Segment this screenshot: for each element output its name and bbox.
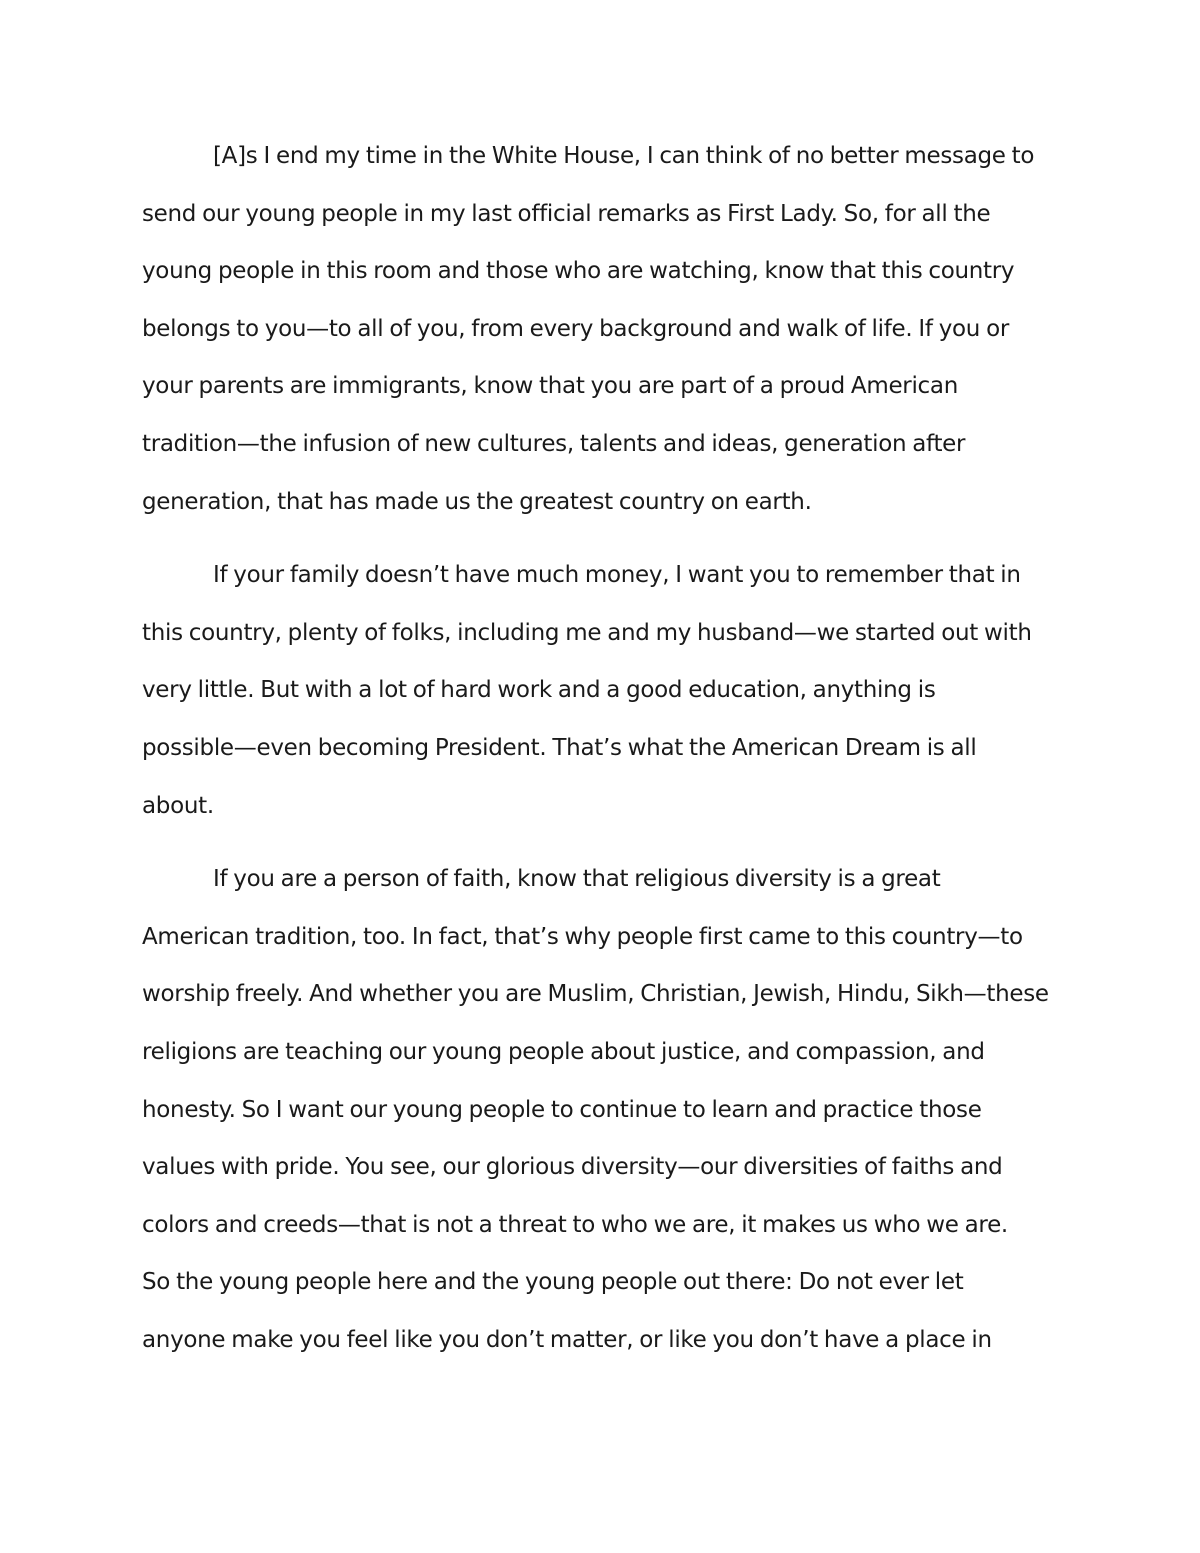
text-line: American tradition, too. In fact, that’s why people first came to this country—to [142,923,1023,950]
text-line: So the young people here and the young people out there: Do not ever let [142,1269,964,1296]
text-line: [A]s I end my time in the White House, I can think of no better message to [213,143,1035,169]
paragraph-3 [142,851,1060,1369]
text-line: If your family doesn’t have much money, I want you to remember that in [213,562,1021,589]
text-line: anyone make you feel like you don’t matter, or like you don’t have a place in [142,1326,992,1353]
paragraph-2 [142,547,1060,835]
text-line: belongs to you—to all of you, from every background and walk of life. If you or [142,315,1009,342]
text-line: tradition—the infusion of new cultures, talents and ideas, generation after [142,430,966,457]
text-line: generation, that has made us the greatest country on earth. [142,488,812,515]
paragraph-spacer [142,835,1060,851]
paragraph-spacer [142,531,1060,547]
document-body [142,128,1060,1369]
text-line: about. [142,792,214,819]
text-line: religions are teaching our young people about justice, and compassion, and [142,1038,985,1065]
text-line: possible—even becoming President. That’s what the American Dream is all [142,734,977,761]
text-line: very little. But with a lot of hard work and a good education, anything is [142,677,936,704]
text-line: values with pride. You see, our glorious diversity—our diversities of faiths and [142,1154,1003,1181]
text-line: send our young people in my last official remarks as First Lady. So, for all the [142,200,991,227]
paragraph-1 [142,128,1060,531]
text-line: this country, plenty of folks, including me and my husband—we started out with [142,619,1032,646]
text-line: young people in this room and those who are watching, know that this country [142,258,1015,285]
text-line: worship freely. And whether you are Muslim, Christian, Jewish, Hindu, Sikh—these [142,981,1049,1008]
text-line: honesty. So I want our young people to continue to learn and practice those [142,1096,982,1123]
text-line: If you are a person of faith, know that religious diversity is a great [213,866,941,893]
text-line: colors and creeds—that is not a threat to who we are, it makes us who we are. [142,1211,1008,1238]
text-line: your parents are immigrants, know that you are part of a proud American [142,373,958,400]
